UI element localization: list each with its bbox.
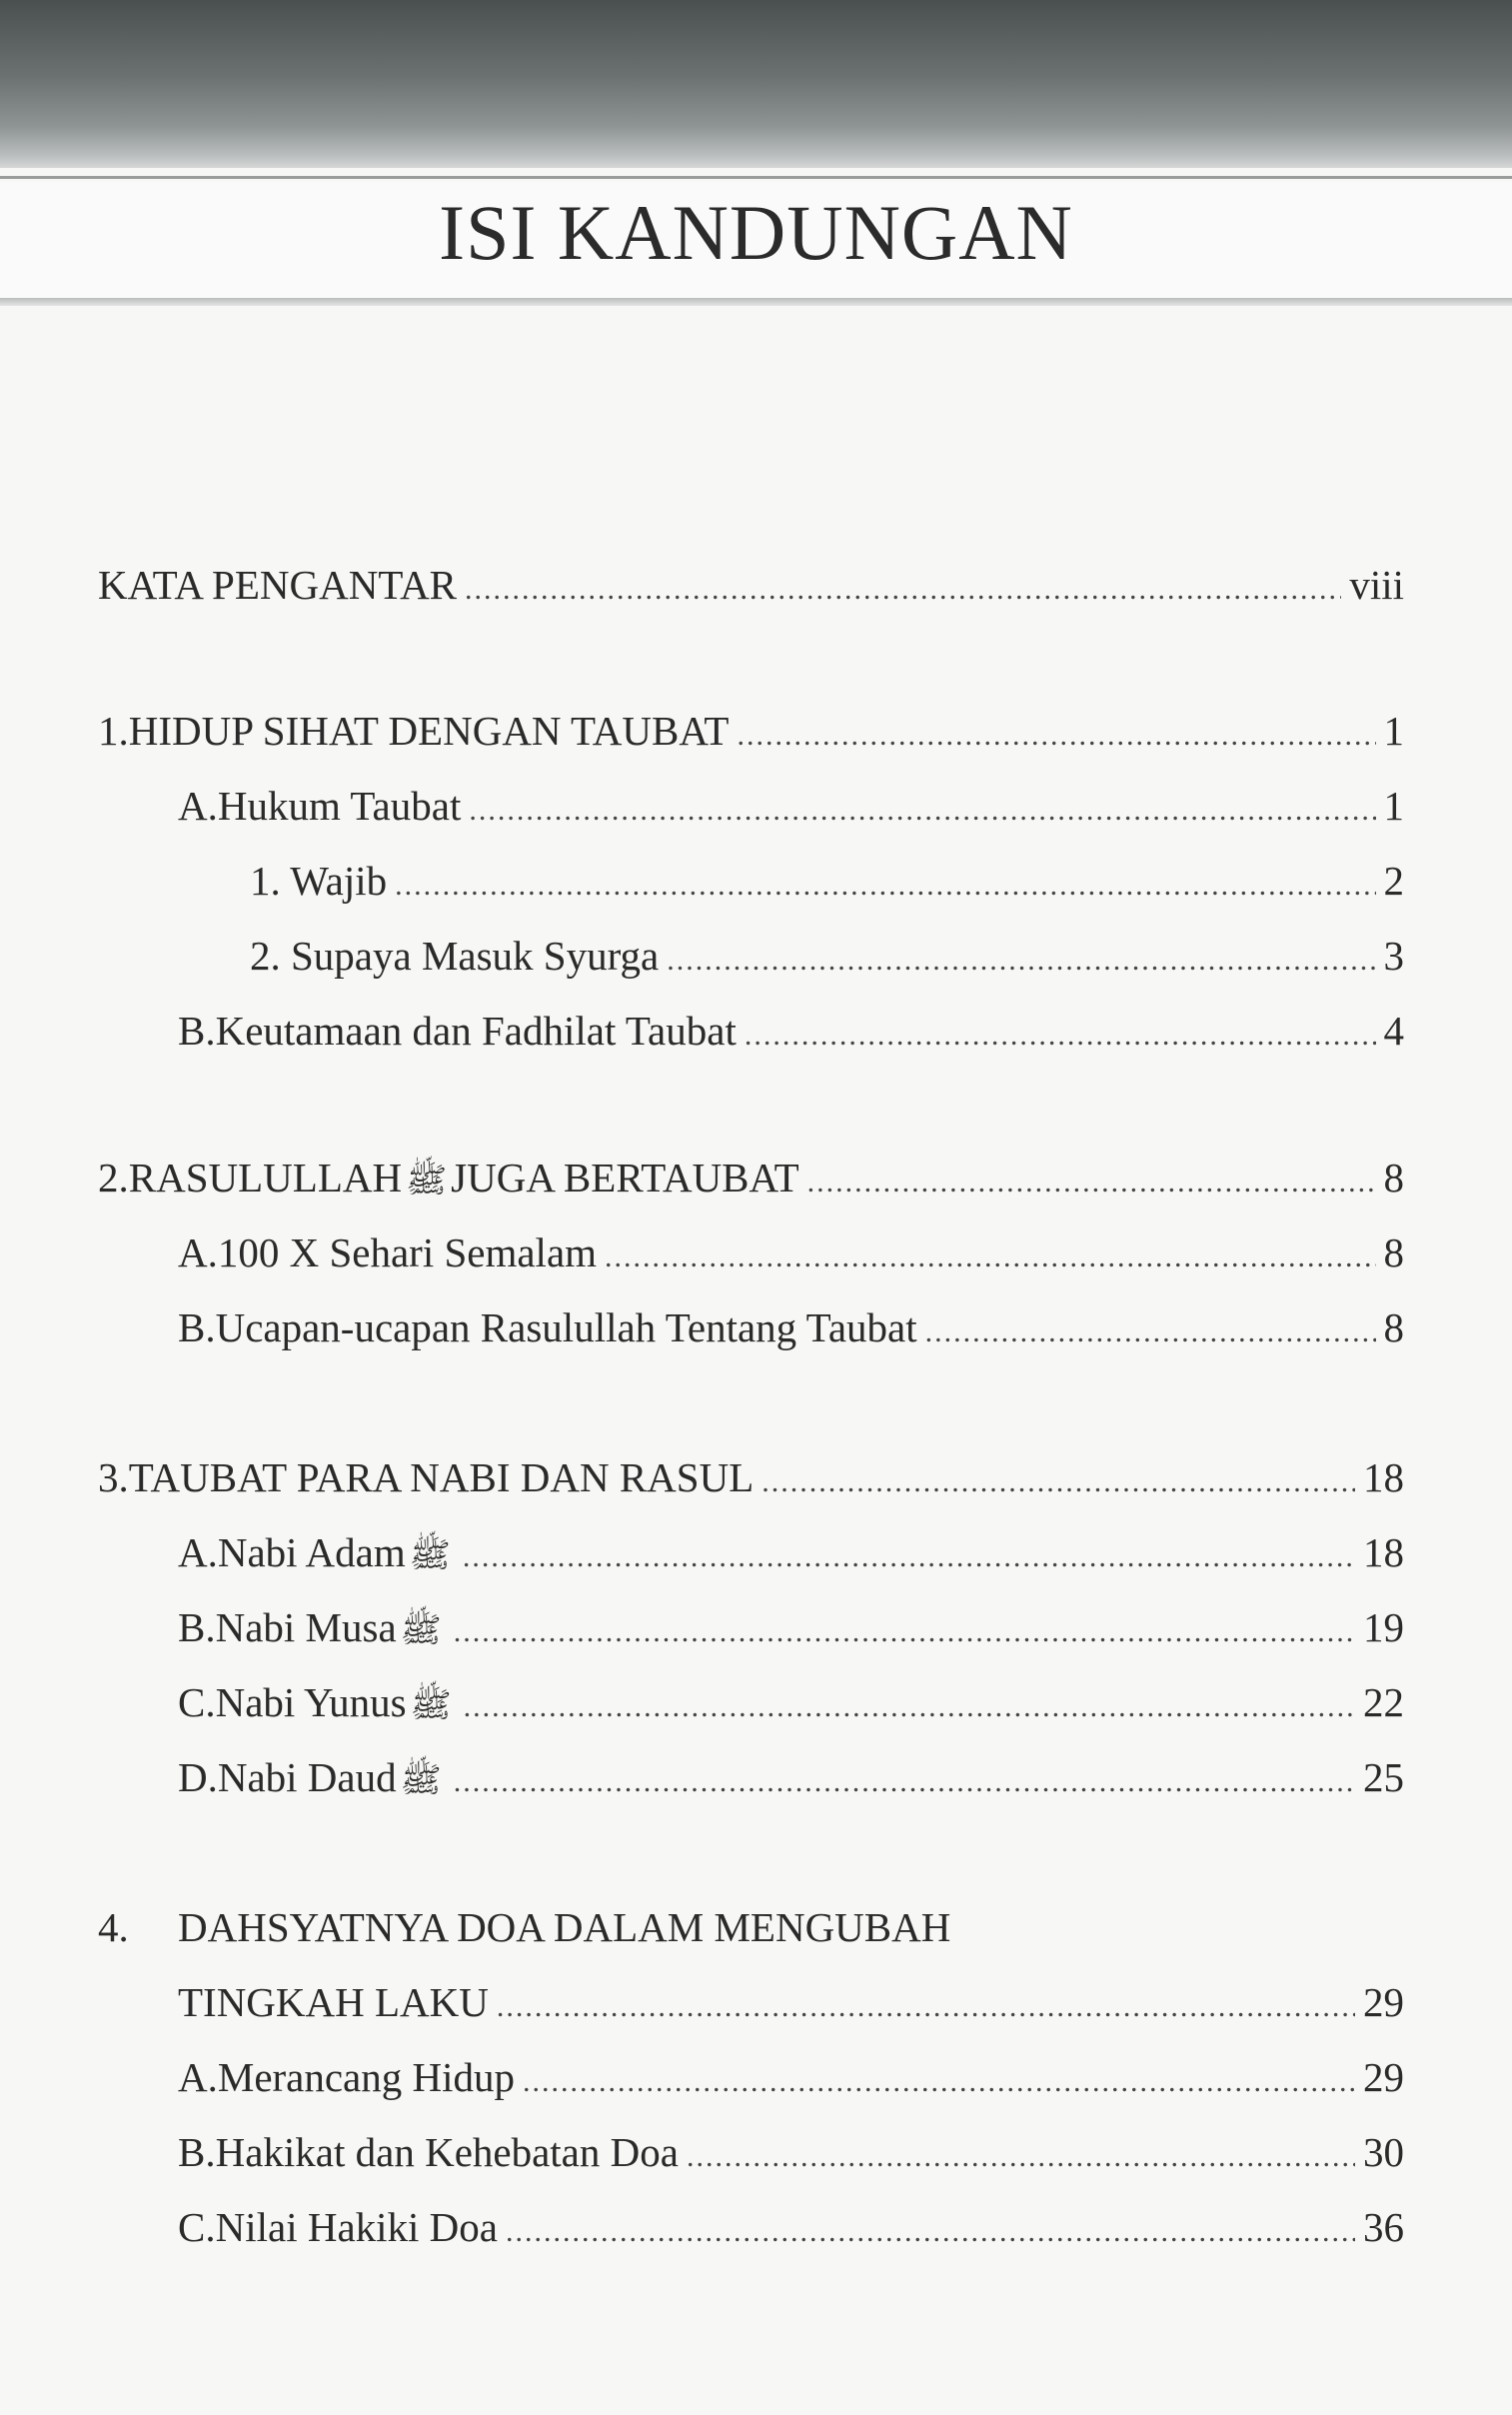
dot-leader (454, 1602, 1355, 1662)
toc-label-part: RASULULLAH (128, 1155, 403, 1201)
toc-label: Ucapan-ucapan Rasulullah Tentang Taubat (215, 1304, 917, 1350)
toc-label-part: Nabi Daud (217, 1754, 397, 1800)
dot-leader (523, 2052, 1355, 2112)
toc-page-number: 25 (1363, 1754, 1404, 1800)
toc-page-number: 22 (1363, 1679, 1404, 1725)
toc-entry-3c[interactable] (178, 1672, 1404, 1732)
dot-leader (737, 706, 1375, 766)
toc-label: 2. Supaya Masuk Syurga (250, 933, 660, 979)
toc-page-number: 19 (1363, 1604, 1404, 1650)
page-title: ISI KANDUNGAN (439, 189, 1073, 276)
toc-label: Keutamaan dan Fadhilat Taubat (215, 1008, 737, 1054)
toc-entry-chapter-1[interactable] (98, 701, 1404, 761)
toc-number: C. (178, 1679, 216, 1725)
toc-entry-chapter-4-line1[interactable] (98, 1897, 1404, 1957)
dot-leader (925, 1302, 1376, 1362)
dot-leader (497, 1977, 1355, 2037)
toc-entry-4a[interactable] (178, 2047, 1404, 2107)
dot-leader (605, 1227, 1375, 1287)
toc-number: B. (178, 1008, 216, 1054)
toc-number: A. (178, 2054, 218, 2100)
toc-label: DAHSYATNYA DOA DALAM MENGUBAH (178, 1904, 951, 1950)
header-rule-bottom (0, 298, 1512, 306)
toc-entry-3b[interactable] (178, 1597, 1404, 1657)
toc-entry-2a[interactable] (178, 1222, 1404, 1282)
dot-leader (469, 781, 1375, 841)
dot-leader (745, 1006, 1376, 1066)
toc-label-part: Nabi Adam (217, 1529, 406, 1575)
dot-leader (687, 2127, 1355, 2187)
toc-label: Hukum Taubat (217, 783, 462, 829)
toc-entry-4b[interactable] (178, 2122, 1404, 2182)
toc-label (216, 1597, 446, 1661)
dot-leader (395, 856, 1375, 916)
header-rule-top (0, 176, 1512, 179)
toc-label-part: JUGA BERTAUBAT (451, 1155, 799, 1201)
toc-label: KATA PENGANTAR (98, 562, 458, 608)
toc-label: HIDUP SIHAT DENGAN TAUBAT (128, 708, 730, 754)
toc-label: Hakikat dan Kehebatan Doa (215, 2129, 679, 2175)
toc-page-number: 18 (1363, 1454, 1404, 1500)
honorific-glyph: ﷺ (410, 1687, 452, 1724)
toc-number: A. (178, 1229, 218, 1275)
toc-number: 3. (98, 1454, 129, 1500)
toc-label (129, 1148, 799, 1211)
toc-page-number: 8 (1383, 1229, 1404, 1275)
honorific-glyph: ﷺ (400, 1762, 442, 1799)
toc-label-part: Nabi Musa (215, 1604, 397, 1650)
toc-label (218, 1747, 446, 1811)
toc-entry-1a1[interactable] (250, 851, 1404, 911)
toc-number: B. (178, 1604, 216, 1650)
toc-page-number: 18 (1363, 1529, 1404, 1575)
toc-label: Nilai Hakiki Doa (215, 2204, 498, 2250)
toc-page-number: 29 (1363, 1979, 1404, 2025)
toc-number: C. (178, 2204, 216, 2250)
toc-number: A. (178, 1529, 218, 1575)
toc-entry-2b[interactable] (178, 1297, 1404, 1357)
toc-label: 100 X Sehari Semalam (217, 1229, 598, 1275)
honorific-glyph: ﷺ (409, 1537, 451, 1574)
toc-number: B. (178, 1304, 216, 1350)
toc-label (216, 1672, 456, 1736)
dot-leader (761, 1452, 1355, 1512)
toc-entry-1b[interactable] (178, 1001, 1404, 1061)
toc-entry-chapter-4-line2[interactable] (178, 1972, 1404, 2032)
honorific-glyph: ﷺ (400, 1612, 442, 1649)
toc-label: TINGKAH LAKU (178, 1979, 489, 2025)
dot-leader (465, 560, 1341, 620)
toc-page-number: 4 (1383, 1008, 1404, 1054)
toc-page-number: 1 (1383, 708, 1404, 754)
toc-page-number: 30 (1363, 2129, 1404, 2175)
toc-entry-preface[interactable] (98, 555, 1404, 615)
toc-entry-chapter-2[interactable] (98, 1148, 1404, 1208)
header-band (0, 0, 1512, 168)
toc-label: 1. Wajib (250, 858, 388, 904)
toc-entry-4c[interactable] (178, 2197, 1404, 2257)
toc-page-number: 1 (1383, 783, 1404, 829)
dot-leader (807, 1153, 1376, 1212)
dot-leader (464, 1677, 1355, 1737)
toc-number: 1. (98, 708, 129, 754)
toc-entry-3a[interactable] (178, 1522, 1404, 1582)
toc-label (218, 1522, 455, 1586)
toc-number: 4. (98, 1904, 129, 1950)
toc-page-number: 8 (1383, 1155, 1404, 1201)
toc-number: A. (178, 783, 218, 829)
dot-leader (506, 2202, 1355, 2262)
dot-leader (463, 1527, 1355, 1587)
toc-label-part: Nabi Yunus (215, 1679, 407, 1725)
toc-number: 2. (98, 1155, 129, 1201)
honorific-glyph: ﷺ (406, 1163, 448, 1200)
dot-leader (667, 931, 1375, 991)
toc-label: TAUBAT PARA NABI DAN RASUL (128, 1454, 755, 1500)
toc-number: B. (178, 2129, 216, 2175)
toc-entry-1a[interactable] (178, 776, 1404, 836)
toc-page-number: 36 (1363, 2204, 1404, 2250)
dot-leader (454, 1752, 1355, 1812)
toc-page-number: viii (1349, 562, 1404, 608)
toc-page-number: 3 (1383, 933, 1404, 979)
toc-label: Merancang Hidup (217, 2054, 516, 2100)
toc-entry-3d[interactable] (178, 1747, 1404, 1807)
toc-page-number: 2 (1383, 858, 1404, 904)
toc-entry-chapter-3[interactable] (98, 1447, 1404, 1507)
toc-page-number: 29 (1363, 2054, 1404, 2100)
toc-number: D. (178, 1754, 218, 1800)
toc-entry-1a2[interactable] (250, 926, 1404, 986)
toc-page-number: 8 (1383, 1304, 1404, 1350)
